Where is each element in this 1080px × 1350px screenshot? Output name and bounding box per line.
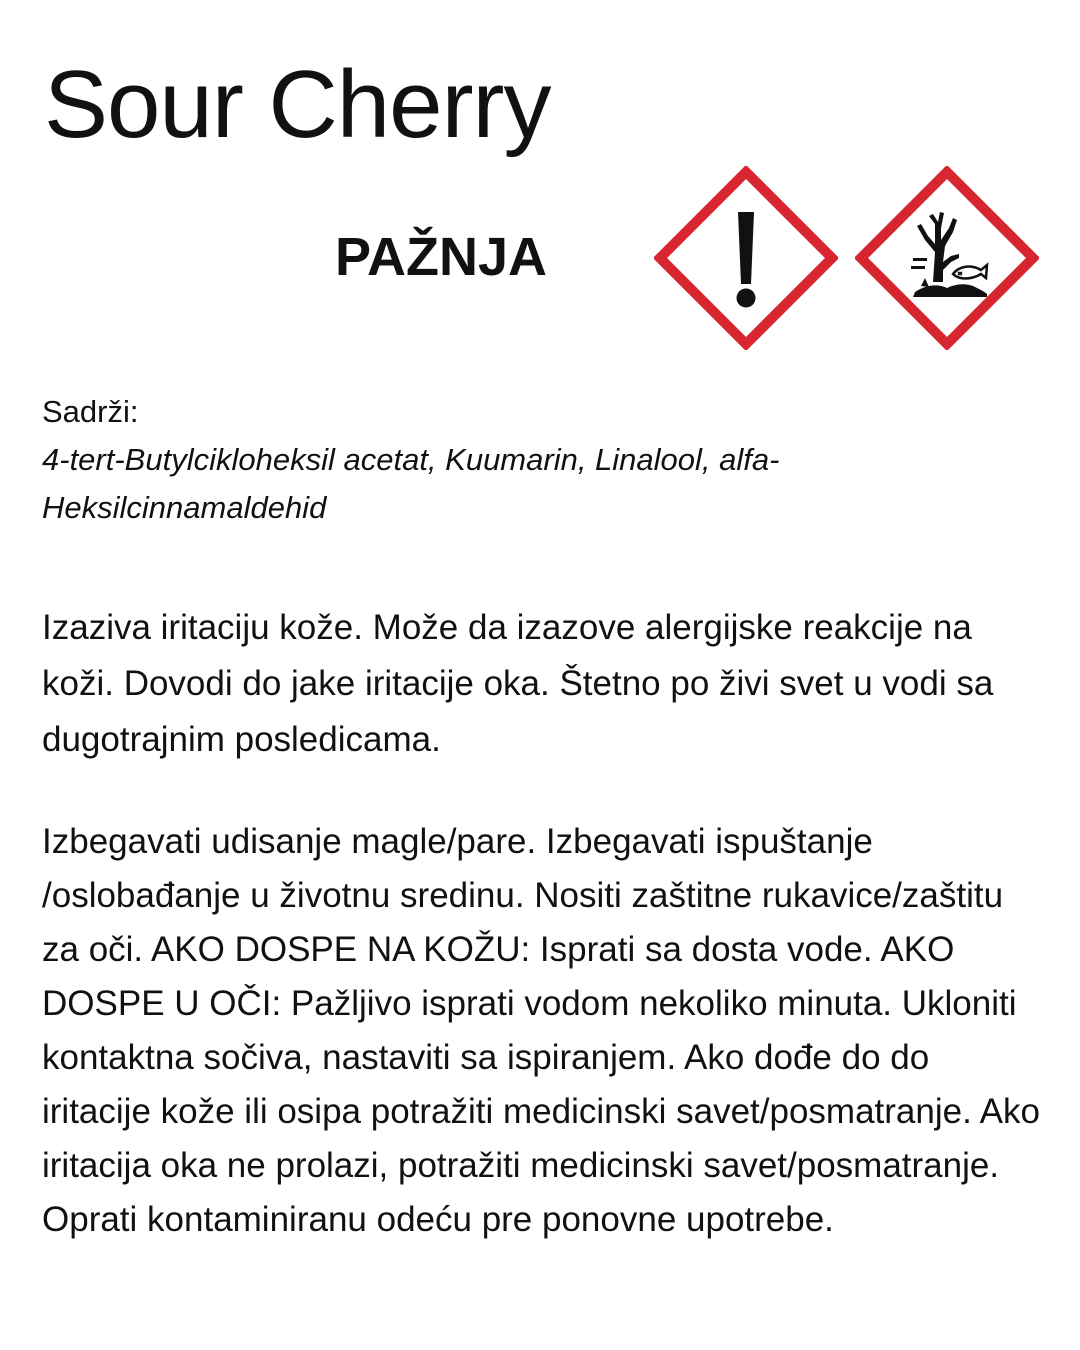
dead-tree-fish-icon: [855, 166, 1039, 350]
contains-substances: 4-tert-Butylcikloheksil acetat, Kuumarin, Linalool, alfa-Heksilcinnamaldehid: [42, 442, 780, 525]
signal-word: PAŽNJA: [335, 227, 548, 287]
exclamation-mark-icon: [654, 166, 838, 350]
contains-label: Sadrži:: [42, 394, 139, 429]
product-title: Sour Cherry: [44, 51, 551, 158]
ingredients-section: [42, 388, 1042, 532]
hazard-statements: Izaziva iritaciju kože. Može da izazove alergijske reakcije na koži. Dovodi do jake iritacije oka. Štetno po živi svet u vodi sa dugotrajnim posledicama.: [42, 608, 994, 759]
precautionary-statements: Izbegavati udisanje magle/pare. Izbegavati ispuštanje /oslobađanje u životnu sredinu. Nositi zaštitne rukavice/zaštitu za oči. AKO DOSPE NA KOŽU: Isprati sa dosta vode. AKO DOSPE U OČI: Pažljivo isprati vodom nekoliko minuta. Ukloniti kontaktna sočiva, nastaviti sa ispiranjem. Ako dođe do do iritacije kože ili osipa potražiti medicinski savet/posmatranje. Ako iritacija oka ne prolazi, potražiti medicinski savet/posmatranje. Oprati kontaminiranu odeću pre ponovne upotrebe.: [42, 822, 1040, 1239]
